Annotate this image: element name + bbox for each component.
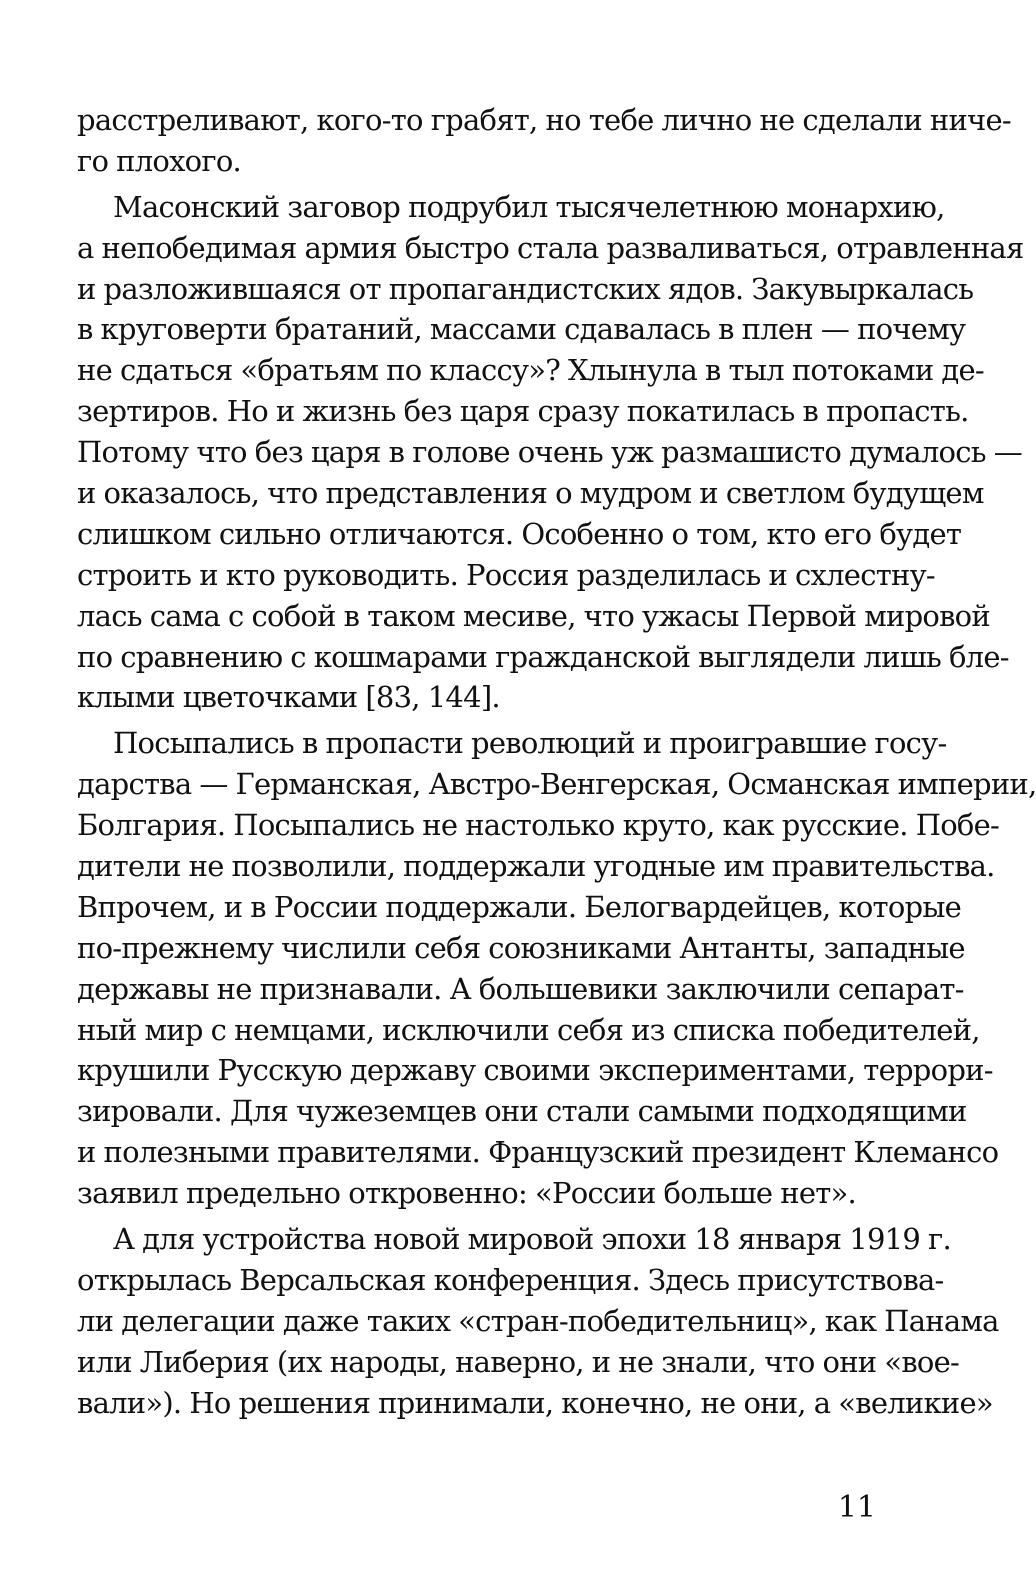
text-line: по-прежнему числили себя союзниками Антанты, западные [77,930,965,965]
body-text [77,100,1036,1424]
text-line: слишком сильно отличаются. Особенно о том, кто его будет [77,516,962,551]
text-line: и разложившаяся от пропагандистских ядов. Закувыркалась [77,271,974,306]
text-line: зертиров. Но и жизнь без царя сразу покатилась в пропасть. [77,394,969,429]
text-line: клыми цветочками [83, 144]. [77,680,500,715]
page-number: 11 [837,1490,876,1525]
text-line: Впрочем, и в России поддержали. Белогвардейцев, которые [77,889,962,924]
text-line: Посыпались в пропасти революций и проигравшие госу- [113,726,947,761]
text-line: Масонский заговор подрубил тысячелетнюю монархию, [113,189,945,224]
text-line: в круговерти братаний, массами сдавалась в плен — почему [77,312,966,347]
text-line: и оказалось, что представления о мудром и светлом будущем [77,476,984,511]
text-line: или Либерия (их народы, наверно, и не знали, что они «вое- [77,1344,960,1379]
text-line: дители не позволили, поддержали угодные им правительства. [77,849,995,884]
text-line: лась сама с собой в таком месиве, что ужасы Первой мировой [77,598,990,633]
text-line: строить и кто руководить. Россия разделилась и схлестну- [77,557,935,592]
text-line: вали»). Но решения принимали, конечно, не они, а «великие» [77,1385,993,1420]
text-line: дарства — Германская, Австро-Венгерская, Османская империи, [77,767,1036,802]
text-line: открылась Версальская конференция. Здесь присутствова- [77,1262,944,1297]
text-line: Болгария. Посыпались не настолько круто, как русские. Побе- [77,808,1000,843]
text-line: и полезными правителями. Французский президент Клемансо [77,1135,999,1170]
text-line: ный мир с немцами, исключили себя из списка победителей, [77,1012,980,1047]
text-line: зировали. Для чужеземцев они стали самыми подходящими [77,1094,967,1129]
text-line: а непобедимая армия быстро стала разваливаться, отравленная [77,230,1024,265]
text-line: А для устройства новой мировой эпохи 18 января 1919 г. [113,1222,951,1257]
text-line: по сравнению с кошмарами гражданской выглядели лишь бле- [77,639,1009,674]
text-line: державы не признавали. А большевики заключили сепарат- [77,971,964,1006]
text-line: ли делегации даже таких «стран-победительниц», как Панама [77,1303,999,1338]
text-line: расстреливают, кого-то грабят, но тебе лично не сделали ниче- [77,103,1011,137]
text-line: не сдаться «братьям по классу»? Хлынула в тыл потоками де- [77,353,984,388]
text-line: крушили Русскую державу своими экспериментами, террори- [77,1053,993,1088]
text-line: Потому что без царя в голове очень уж размашисто думалось — [77,435,1022,470]
text-line: заявил предельно откровенно: «России больше нет». [77,1176,857,1211]
text-line: го плохого. [77,143,242,178]
